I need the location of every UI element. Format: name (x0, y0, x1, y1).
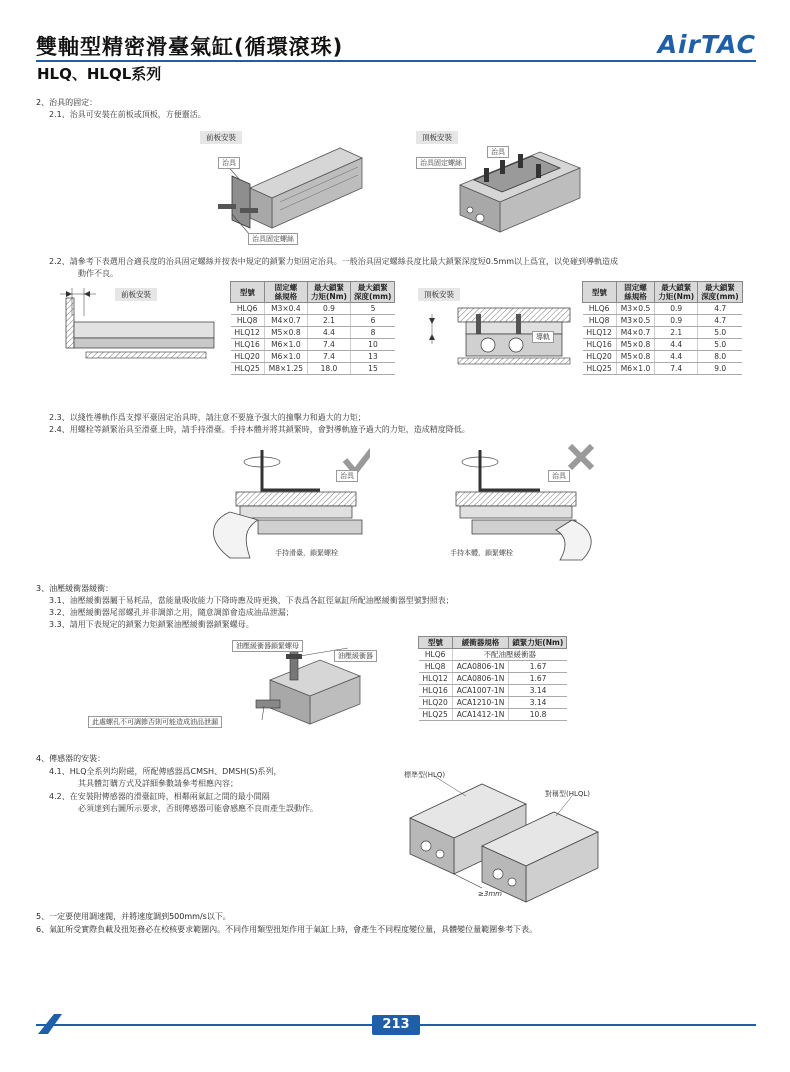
front-mount-spec-table (230, 281, 395, 375)
table-cell: M5×0.8 (616, 339, 654, 351)
table-cell: HLQ6 (583, 303, 617, 315)
front-mount-tag: 前板安裝 (200, 131, 242, 144)
table-cell: 4.7 (698, 315, 743, 327)
footer-brand-mark-icon (36, 1012, 66, 1036)
front-mount-tag-2: 前板安裝 (115, 288, 157, 301)
para-4-2b: 必須達到右圖所示要求，否則傳感器可能會感應不良而產生誤動作。 (78, 804, 318, 813)
page-number: 213 (372, 1015, 420, 1035)
table-cell: M8×1.25 (264, 363, 307, 375)
top-mount-section-figure (418, 290, 580, 380)
correct-mounting-figure (200, 440, 370, 565)
top-header-1: 固定螺 絲規格 (616, 282, 654, 303)
symmetric-type-label: 對稱型(HLQL) (545, 790, 591, 798)
para-2-4: 2.4、用螺栓等鎖緊治具至滑臺上時，請手持滑臺。手持本體并將其鎖緊時，會對導軌施予過大的力矩，造成精度降低。 (49, 425, 470, 434)
gap-label: ≥3mm (478, 890, 502, 898)
table-cell: 4.4 (655, 351, 698, 363)
table-cell: 0.9 (655, 315, 698, 327)
incorrect-mounting-figure (432, 440, 602, 565)
top-row (583, 327, 743, 339)
top-mount-tag: 頂板安裝 (416, 131, 458, 144)
table-cell: HLQ20 (231, 351, 265, 363)
table-cell: 6 (350, 315, 395, 327)
table-cell: 10.8 (509, 709, 567, 721)
table-cell: M4×0.7 (616, 327, 654, 339)
incorrect-mounting-caption: 手持本體，鎖緊螺栓 (450, 549, 513, 557)
top-row (583, 315, 743, 327)
table-cell: 7.4 (308, 351, 351, 363)
table-cell: M6×1.0 (264, 351, 307, 363)
table-cell: HLQ25 (419, 709, 453, 721)
top-screw-label: 治具固定螺絲 (416, 157, 466, 169)
table-cell: HLQ20 (419, 697, 453, 709)
para-2-1: 2.1、治具可安裝在前板或頂板，方便靈活。 (49, 110, 206, 119)
header-rule (36, 60, 756, 62)
para-2-3: 2.3、以綫性導軌作爲支撑平臺固定治具時，請注意不要施予强大的撞擊力和過大的力矩； (49, 413, 366, 422)
table-cell: ACA1210-1N (452, 697, 509, 709)
shock-header-2: 鎖緊力矩(Nm) (509, 637, 567, 649)
brand-logo: AirTAC (657, 30, 756, 59)
table-cell: 18.0 (308, 363, 351, 375)
shock-row (419, 685, 567, 697)
shock-row (419, 697, 567, 709)
shock-row (419, 709, 567, 721)
table-cell: 5 (350, 303, 395, 315)
top-mount-figure (440, 140, 590, 240)
table-cell: HLQ16 (583, 339, 617, 351)
section-6-text: 6、氣缸所受實際負載及扭矩務必在校核要求範圍內。不同作用類型扭矩作用于氣缸上時，會產生不同程度變位量，具體變位量範圍參考下表。 (36, 925, 538, 934)
table-cell: ACA0806-1N (452, 661, 509, 673)
top-header-2: 最大鎖緊 力矩(Nm) (655, 282, 698, 303)
front-jig-label: 治具 (218, 157, 240, 169)
table-cell: 不配油壓緩衝器 (452, 649, 567, 661)
table-cell: 1.67 (509, 673, 567, 685)
front-header-3: 最大鎖緊 深度(mm) (350, 282, 395, 303)
table-cell: M3×0.4 (264, 303, 307, 315)
table-cell: 0.9 (308, 303, 351, 315)
table-cell: HLQ16 (231, 339, 265, 351)
para-2-2a: 2.2、請參考下表選用合適長度的治具固定螺絲并按表中規定的鎖緊力矩固定治具。一般治具固定螺絲長度比最大鎖緊深度短0.5mm以上爲宜，以免碰到導軌造成 (49, 257, 619, 266)
para-4-2a: 4.2、在安裝附傳感器的滑臺缸時，相鄰兩氣缸之間的最小間隔 (49, 792, 270, 801)
para-4-1a: 4.1、HLQ全系列均附磁，所配傳感器爲CMSH、DMSH(S)系列， (49, 767, 282, 776)
incorrect-jig-label: 治具 (548, 470, 570, 482)
para-3-1: 3.1、油壓緩衝器屬于易耗品，當能量吸收能力下降時應及時更換，下表爲各缸徑氣缸所配油壓緩衝器型號對照表； (49, 596, 454, 605)
table-cell: M5×0.8 (264, 327, 307, 339)
table-cell: HLQ12 (419, 673, 453, 685)
front-header-2: 最大鎖緊 力矩(Nm) (308, 282, 351, 303)
table-cell: 9.0 (698, 363, 743, 375)
table-cell: 8 (350, 327, 395, 339)
para-3-3: 3.3、請用下表規定的鎖緊力矩鎖緊油壓緩衝器鎖緊螺母。 (49, 620, 254, 629)
front-row (231, 303, 395, 315)
table-cell: ACA0806-1N (452, 673, 509, 685)
table-cell: HLQ12 (231, 327, 265, 339)
screw-hole-warning-label: 此處螺孔不可調節否則可能造成油品泄漏 (88, 716, 222, 728)
table-cell: 1.67 (509, 661, 567, 673)
shock-absorber-label: 油壓緩衝器 (334, 650, 377, 662)
correct-mounting-caption: 手持滑臺，鎖緊螺栓 (275, 549, 338, 557)
table-cell: 0.9 (655, 303, 698, 315)
front-header-0: 型號 (231, 282, 265, 303)
table-cell: 4.4 (308, 327, 351, 339)
table-cell: 3.14 (509, 697, 567, 709)
table-cell: M4×0.7 (264, 315, 307, 327)
section-4-heading: 4、傳感器的安裝： (36, 754, 106, 763)
front-row (231, 351, 395, 363)
table-cell: HLQ8 (583, 315, 617, 327)
table-cell: 7.4 (655, 363, 698, 375)
top-row (583, 339, 743, 351)
para-2-2b: 動作不良。 (78, 269, 118, 278)
table-cell: 3.14 (509, 685, 567, 697)
top-mount-tag-2: 頂板安裝 (418, 288, 460, 301)
table-cell: 10 (350, 339, 395, 351)
top-jig-label: 治具 (487, 146, 509, 158)
table-cell: ACA1412-1N (452, 709, 509, 721)
shock-absorber-table (418, 636, 567, 721)
table-cell: M6×1.0 (616, 363, 654, 375)
table-cell: 8.0 (698, 351, 743, 363)
table-cell: HLQ25 (583, 363, 617, 375)
table-cell: HLQ25 (231, 363, 265, 375)
shock-row (419, 661, 567, 673)
lock-nut-label: 油壓緩衝器鎖緊螺母 (232, 640, 303, 652)
table-cell: HLQ6 (231, 303, 265, 315)
table-cell: M6×1.0 (264, 339, 307, 351)
table-cell: 4.4 (655, 339, 698, 351)
correct-jig-label: 治具 (336, 470, 358, 482)
shock-row (419, 649, 567, 661)
table-cell: HLQ12 (583, 327, 617, 339)
table-cell: 15 (350, 363, 395, 375)
rail-label: 導軌 (532, 331, 554, 343)
table-cell: 5.0 (698, 327, 743, 339)
front-row (231, 327, 395, 339)
para-3-2: 3.2、油壓緩衝器尾部螺孔并非調節之用，隨意調節會造成油品泄漏； (49, 608, 294, 617)
shock-header-0: 型號 (419, 637, 453, 649)
series-subtitle: HLQ、HLQL系列 (37, 65, 162, 83)
top-row (583, 303, 743, 315)
table-cell: HLQ16 (419, 685, 453, 697)
top-mount-spec-table (582, 281, 743, 375)
table-cell: M5×0.8 (616, 351, 654, 363)
top-row (583, 363, 743, 375)
section-3-heading: 3、油壓緩衝器緩衝： (36, 584, 114, 593)
table-cell: 4.7 (698, 303, 743, 315)
table-cell: HLQ20 (583, 351, 617, 363)
top-row (583, 351, 743, 363)
top-header-0: 型號 (583, 282, 617, 303)
table-cell: M3×0.5 (616, 315, 654, 327)
table-cell: 7.4 (308, 339, 351, 351)
table-cell: 2.1 (655, 327, 698, 339)
section-2-heading: 2、治具的固定： (36, 98, 98, 107)
shock-header-1: 緩衝器規格 (452, 637, 509, 649)
standard-type-label: 標準型(HLQ) (404, 771, 446, 779)
page-title: 雙軸型精密滑臺氣缸(循環滾珠) (36, 35, 344, 59)
table-cell: HLQ6 (419, 649, 453, 661)
para-4-1b: 其具體訂購方式及詳細參數請參考相應內容； (78, 779, 238, 788)
table-cell: HLQ8 (231, 315, 265, 327)
front-row (231, 363, 395, 375)
table-cell: HLQ8 (419, 661, 453, 673)
shock-row (419, 673, 567, 685)
front-header-1: 固定螺 絲規格 (264, 282, 307, 303)
front-screw-label: 治具固定螺絲 (248, 233, 298, 245)
section-5-text: 5、一定要使用調速閥，并將速度調到500mm/s以下。 (36, 912, 231, 921)
front-row (231, 339, 395, 351)
table-cell: M3×0.5 (616, 303, 654, 315)
front-row (231, 315, 395, 327)
front-mount-figure (210, 140, 370, 245)
table-cell: ACA1007-1N (452, 685, 509, 697)
table-cell: 5.0 (698, 339, 743, 351)
table-cell: 13 (350, 351, 395, 363)
table-cell: 2.1 (308, 315, 351, 327)
top-header-3: 最大鎖緊 深度(mm) (698, 282, 743, 303)
